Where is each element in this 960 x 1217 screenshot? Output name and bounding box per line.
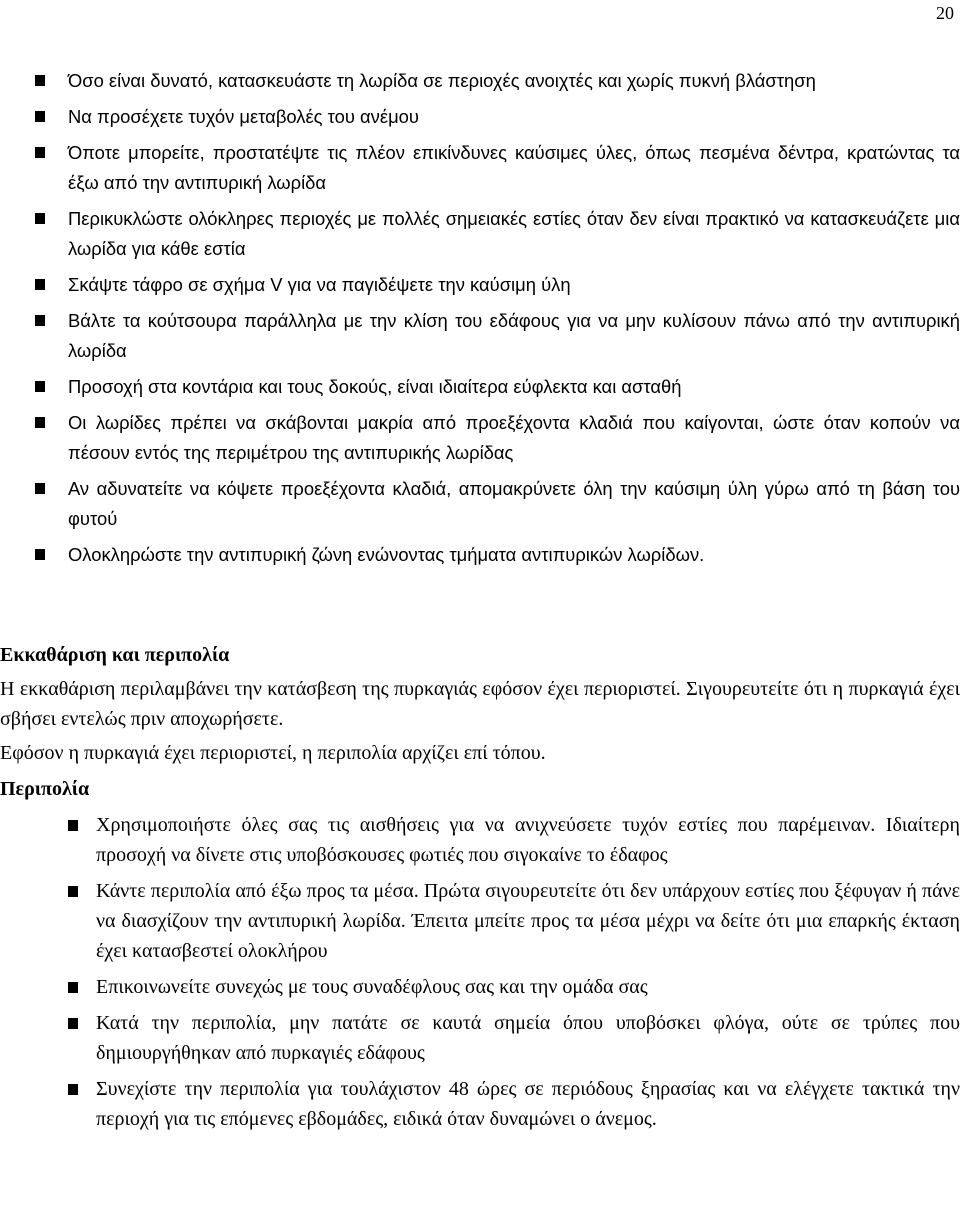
list-item-text: Οι λωρίδες πρέπει να σκάβονται μακρία από προεξέχοντα κλαδιά που καίγονται, ώστε όταν κοπούν να πέσουν εντός της περιμέτρου της αντιπυρικής λωρίδας bbox=[68, 412, 960, 463]
square-bullet-icon bbox=[35, 417, 45, 428]
list-item bbox=[0, 474, 960, 534]
list-item bbox=[0, 876, 960, 966]
list-item-text: Περικυκλώστε ολόκληρες περιοχές με πολλές σημειακές εστίες όταν δεν είναι πρακτικό να κατασκευάζετε μια λωρίδα για κάθε εστία bbox=[68, 208, 960, 259]
list-item bbox=[0, 270, 960, 300]
list-item-text: Χρησιμοποιήστε όλες σας τις αισθήσεις για να ανιχνεύσετε τυχόν εστίες που παρέμειναν. Ιδιαίτερη προσοχή να δίνετε στις υποβόσκουσες φωτιές που σιγοκαίνε το έδαφος bbox=[96, 814, 960, 866]
square-bullet-icon bbox=[68, 886, 78, 897]
list-item-text: Συνεχίστε την περιπολία για τουλάχιστον 48 ώρες σε περιόδους ξηρασίας και να ελέγχετε τακτικά την περιοχή για τις επόμενες εβδομάδες, ειδικά όταν δυναμώνει ο άνεμος. bbox=[96, 1078, 960, 1130]
list-item-text: Κάντε περιπολία από έξω προς τα μέσα. Πρώτα σιγουρευτείτε ότι δεν υπάρχουν εστίες που ξέφυγαν ή πάνε να διασχίζουν την αντιπυρική λωρίδα. Έπειτα μπείτε προς τα μέσα μέχρι να δείτε ότι μια επαρκής έκταση έχει κατασβεστεί ολοκλήρου bbox=[96, 880, 960, 962]
list-item-text: Βάλτε τα κούτσουρα παράλληλα με την κλίση του εδάφους για να μην κυλίσουν πάνω από την αντιπυρική λωρίδα bbox=[68, 310, 960, 361]
list-item bbox=[0, 138, 960, 198]
list-item bbox=[0, 1008, 960, 1068]
patrol-guidelines-list bbox=[0, 810, 960, 1140]
square-bullet-icon bbox=[35, 279, 45, 290]
square-bullet-icon bbox=[35, 315, 45, 326]
list-item bbox=[0, 972, 960, 1002]
mopup-paragraph: Η εκκαθάριση περιλαμβάνει την κατάσβεση της πυρκαγιάς εφόσον έχει περιοριστεί. Σιγουρευτείτε ότι η πυρκαγιά έχει σβήσει εντελώς πριν αποχωρήσετε. bbox=[0, 678, 960, 730]
square-bullet-icon bbox=[68, 1084, 78, 1095]
list-item bbox=[0, 204, 960, 264]
list-item-text: Ολοκληρώστε την αντιπυρική ζώνη ενώνοντας τμήματα αντιπυρικών λωρίδων. bbox=[68, 544, 705, 565]
list-item bbox=[0, 1074, 960, 1134]
square-bullet-icon bbox=[35, 549, 45, 560]
list-item bbox=[0, 408, 960, 468]
list-item-text: Σκάψτε τάφρο σε σχήμα V για να παγιδέψετε την καύσιμη ύλη bbox=[68, 274, 571, 295]
square-bullet-icon bbox=[35, 75, 45, 86]
list-item-text: Αν αδυνατείτε να κόψετε προεξέχοντα κλαδιά, απομακρύνετε όλη την καύσιμη ύλη γύρω από τη βάση του φυτού bbox=[68, 478, 960, 529]
list-item-text: Όσο είναι δυνατό, κατασκευάστε τη λωρίδα σε περιοχές ανοιχτές και χωρίς πυκνή βλάστηση bbox=[68, 70, 816, 91]
list-item-text: Να προσέχετε τυχόν μεταβολές του ανέμου bbox=[68, 106, 419, 127]
list-item-text: Κατά την περιπολία, μην πατάτε σε καυτά σημεία όπου υποβόσκει φλόγα, ούτε σε τρύπες που δημιουργήθηκαν από πυρκαγιές εδάφους bbox=[96, 1012, 960, 1064]
square-bullet-icon bbox=[35, 381, 45, 392]
list-item-text: Προσοχή στα κοντάρια και τους δοκούς, είναι ιδιαίτερα εύφλεκτα και ασταθή bbox=[68, 376, 682, 397]
square-bullet-icon bbox=[35, 483, 45, 494]
page-number: 20 bbox=[936, 3, 954, 23]
firebreak-guidelines-list bbox=[0, 66, 960, 576]
square-bullet-icon bbox=[68, 1018, 78, 1029]
list-item bbox=[0, 306, 960, 366]
list-item bbox=[0, 540, 960, 570]
list-item bbox=[0, 66, 960, 96]
square-bullet-icon bbox=[68, 982, 78, 993]
list-item bbox=[0, 810, 960, 870]
square-bullet-icon bbox=[35, 147, 45, 158]
list-item bbox=[0, 372, 960, 402]
square-bullet-icon bbox=[35, 111, 45, 122]
list-item bbox=[0, 102, 960, 132]
containment-paragraph: Εφόσον η πυρκαγιά έχει περιοριστεί, η περιπολία αρχίζει επί τόπου. bbox=[0, 742, 546, 764]
list-item-text: Όποτε μπορείτε, προστατέψτε τις πλέον επικίνδυνες καύσιμες ύλες, όπως πεσμένα δέντρα, κρατώντας τα έξω από την αντιπυρική λωρίδα bbox=[68, 142, 960, 193]
section-heading-mopup: Εκκαθάριση και περιπολία bbox=[0, 644, 230, 666]
square-bullet-icon bbox=[68, 820, 78, 831]
section-heading-patrol: Περιπολία bbox=[0, 778, 90, 800]
list-item-text: Επικοινωνείτε συνεχώς με τους συναδέφλους σας και την ομάδα σας bbox=[96, 976, 648, 998]
square-bullet-icon bbox=[35, 213, 45, 224]
